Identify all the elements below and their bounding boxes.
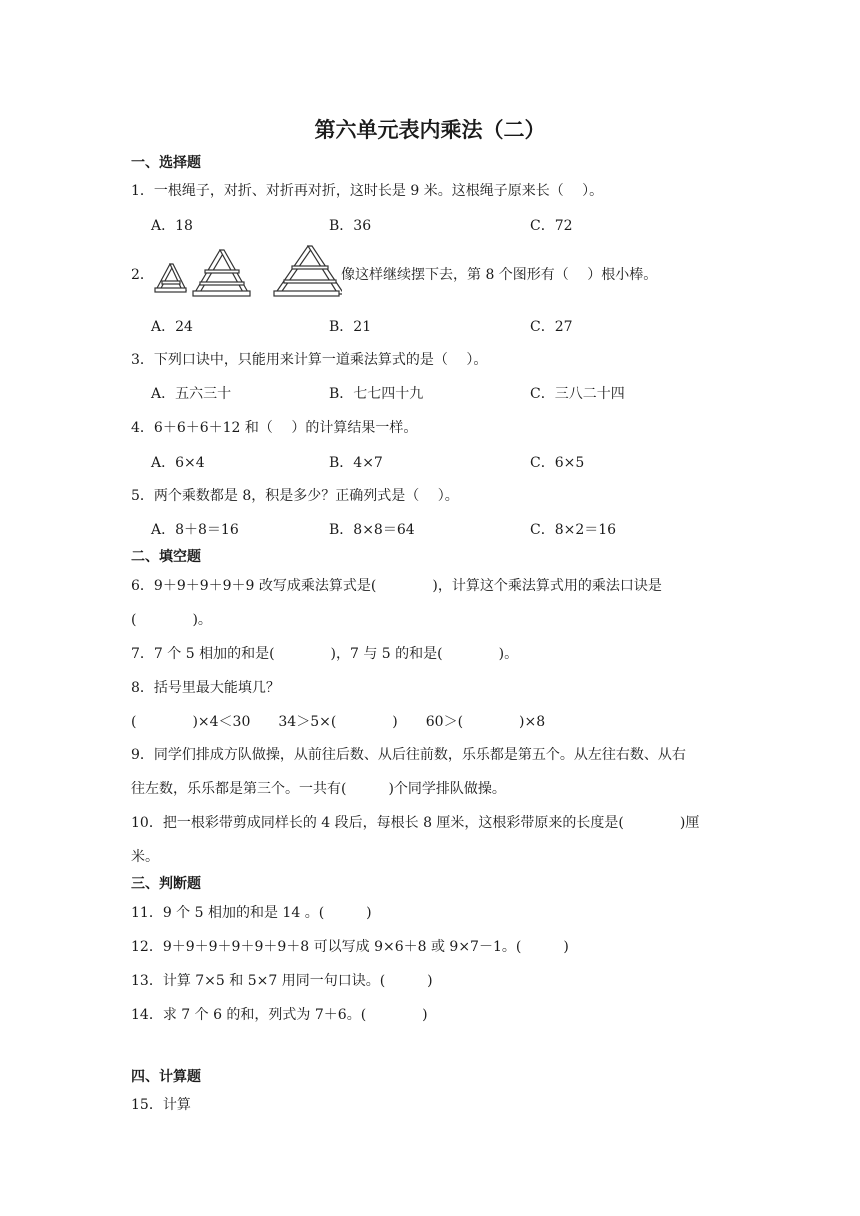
question-9-line-2: 往左数，乐乐都是第三个。一共有( )个同学排队做操。 [131,781,506,797]
question-2: 像这样继续摆下去，第 8 个图形有（ ）根小棒。 [341,267,658,283]
q3-option-b: B．七七四十九 [329,386,424,402]
q4-option-c: C．6×5 [530,455,585,471]
q2-option-a: A．24 [151,319,193,335]
question-6-line-2: ( )。 [131,612,212,628]
q4-option-b: B．4×7 [329,455,383,471]
section-heading-judge: 三、判断题 [131,876,201,892]
question-6-line-1: 6．9＋9＋9＋9＋9 改写成乘法算式是( )，计算这个乘法算式用的乘法口诀是 [131,578,662,594]
q1-option-a: A．18 [151,218,193,234]
q1-option-c: C．72 [530,218,573,234]
question-3: 3．下列口诀中，只能用来计算一道乘法算式的是（ ）。 [131,352,488,368]
question-7: 7．7 个 5 相加的和是( )，7 与 5 的和是( )。 [131,646,519,662]
q4-option-a: A．6×4 [151,455,205,471]
question-15: 15．计算 [131,1097,191,1113]
stick-triangle-figures [152,244,342,300]
question-12: 12．9＋9＋9＋9＋9＋9＋8 可以写成 9×6＋8 或 9×7－1。( ) [131,939,569,955]
q2-option-b: B．21 [329,319,372,335]
question-8-line-2: ( )×4＜30 34＞5×( ) 60＞( )×8 [131,714,546,730]
section-heading-calc: 四、计算题 [131,1069,201,1085]
question-8-line-1: 8．括号里最大能填几？ [131,680,280,696]
q5-option-a: A．8＋8＝16 [151,522,239,538]
q3-option-a: A．五六三十 [151,386,232,402]
q2-option-c: C．27 [530,319,573,335]
q5-option-c: C．8×2＝16 [530,522,617,538]
question-10-line-2: 米。 [131,849,159,865]
question-10-line-1: 10．把一根彩带剪成同样长的 4 段后，每根长 8 厘米，这根彩带原来的长度是( )厘 [131,815,700,831]
q5-option-b: B．8×8＝64 [329,522,415,538]
page-title: 第六单元表内乘法（二） [314,118,546,142]
question-5: 5．两个乘数都是 8，积是多少？正确列式是（ ）。 [131,488,459,504]
question-2-number: 2． [131,267,154,283]
question-9-line-1: 9．同学们排成方队做操，从前往后数、从后往前数，乐乐都是第五个。从左往右数、从右 [131,747,686,763]
question-1: 1．一根绳子，对折、对折再对折，这时长是 9 米。这根绳子原来长（ ）。 [131,183,604,199]
question-4: 4．6＋6＋6＋12 和（ ）的计算结果一样。 [131,420,418,436]
question-14: 14．求 7 个 6 的和，列式为 7＋6。( ) [131,1007,428,1023]
question-13: 13．计算 7×5 和 5×7 用同一句口诀。( ) [131,973,433,989]
q1-option-b: B．36 [329,218,372,234]
section-heading-fill: 二、填空题 [131,549,201,565]
question-11: 11．9 个 5 相加的和是 14 。( ) [131,905,372,921]
q3-option-c: C．三八二十四 [530,386,625,402]
section-heading-choice: 一、选择题 [131,155,201,171]
